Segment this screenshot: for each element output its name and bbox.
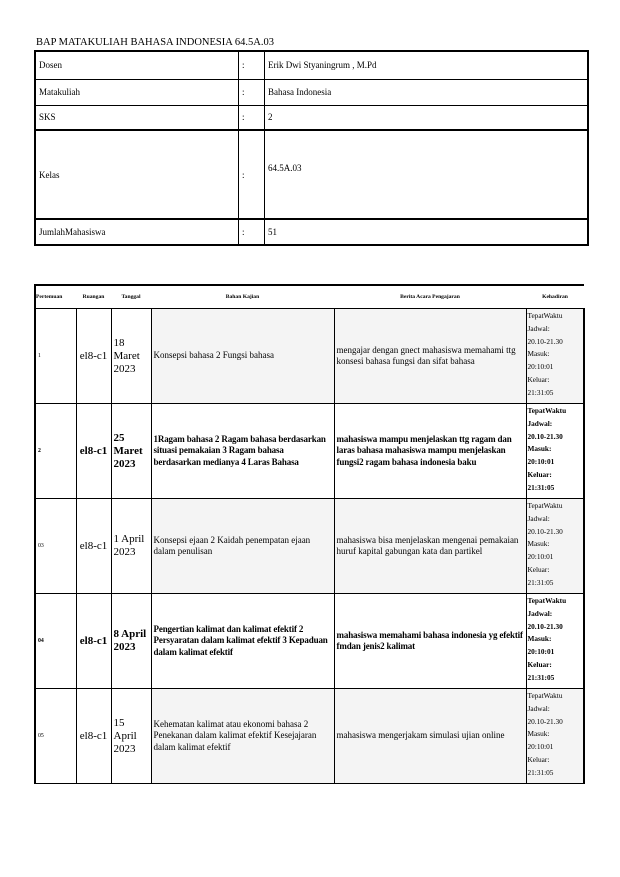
attendance-line: 20:10:01 xyxy=(527,647,555,657)
attendance-status: TepatWaktu xyxy=(527,406,567,415)
table-row xyxy=(35,689,584,784)
session-number: 1 xyxy=(35,309,76,404)
info-separator: : xyxy=(239,105,265,130)
attendance-line: 21:31:05 xyxy=(527,672,555,682)
room-cell: el8-c1 xyxy=(76,499,111,594)
document-title: BAP MATAKULIAH BAHASA INDONESIA 64.5A.03 xyxy=(36,37,274,48)
info-label: SKS xyxy=(35,105,239,130)
date-cell: 25 Maret 2023 xyxy=(111,404,151,499)
attendance-line: Keluar: xyxy=(527,374,550,384)
info-row-credits xyxy=(35,105,588,130)
attendance-line: 20:10:01 xyxy=(527,362,554,372)
attendance-cell xyxy=(526,404,584,499)
date-cell: 18 Maret 2023 xyxy=(111,309,151,404)
attendance-line: Jadwal: xyxy=(527,513,550,523)
table-row xyxy=(35,594,584,689)
info-label: Kelas xyxy=(35,130,239,219)
attendance-line: 21:31:05 xyxy=(527,767,554,777)
course-info-table xyxy=(34,50,589,246)
info-row-lecturer xyxy=(35,51,588,79)
room-cell: el8-c1 xyxy=(76,594,111,689)
date-cell: 1 April 2023 xyxy=(111,499,151,594)
attendance-line: 20.10-21.30 xyxy=(527,526,563,536)
attendance-line: Jadwal: xyxy=(527,703,550,713)
attendance-line: 20:10:01 xyxy=(527,457,555,467)
attendance-line: Jadwal: xyxy=(527,608,553,618)
attendance-line: 21:31:05 xyxy=(527,482,555,492)
attendance-status: TepatWaktu xyxy=(527,311,563,320)
topic-cell: Konsepsi bahasa 2 Fungsi bahasa xyxy=(151,309,334,404)
attendance-line: Keluar: xyxy=(527,659,552,669)
attendance-line: 20.10-21.30 xyxy=(527,716,563,726)
info-separator: : xyxy=(239,219,265,245)
attendance-line: 20.10-21.30 xyxy=(527,621,563,631)
attendance-cell xyxy=(526,499,584,594)
info-separator: : xyxy=(239,130,265,219)
info-separator: : xyxy=(239,79,265,105)
attendance-cell xyxy=(526,594,584,689)
info-label: JumlahMahasiswa xyxy=(35,219,239,245)
attendance-line: Masuk: xyxy=(527,349,550,359)
info-value: 64.5A.03 xyxy=(265,130,589,219)
report-cell: mengajar dengan gnect mahasiswa memahami ttg konsesi bahasa fungsi dan sifat bahasa xyxy=(334,309,526,404)
session-number: 2 xyxy=(35,404,76,499)
header-topic: Bahan Kajian xyxy=(151,285,334,309)
attendance-line: Masuk: xyxy=(527,444,552,454)
header-report: Berita Acara Pengajaran xyxy=(334,285,526,309)
attendance-line: 20:10:01 xyxy=(527,552,554,562)
info-value: 2 xyxy=(265,105,589,130)
info-label: Dosen xyxy=(35,51,239,79)
session-number: 04 xyxy=(35,594,76,689)
attendance-status: TepatWaktu xyxy=(527,691,563,700)
topic-cell: Kehematan kalimat atau ekonomi bahasa 2 Penekanan dalam kalimat efektif Kesejajaran dalam kalimat efektif xyxy=(151,689,334,784)
attendance-line: Masuk: xyxy=(527,634,552,644)
room-cell: el8-c1 xyxy=(76,689,111,784)
topic-cell: 1Ragam bahasa 2 Ragam bahasa berdasarkan situasi pemakaian 3 Ragam bahasa berdasarkan medianya 4 Laras Bahasa xyxy=(151,404,334,499)
info-row-course xyxy=(35,79,588,105)
attendance-line: 21:31:05 xyxy=(527,577,554,587)
report-cell: mahasiswa mampu menjelaskan ttg ragam dan laras bahasa mahasiswa mampu menjelaskan fungsi2 ragam bahasa indonesia baku xyxy=(334,404,526,499)
header-session: Pertemuan xyxy=(35,285,76,309)
attendance-status: TepatWaktu xyxy=(527,596,567,605)
table-row xyxy=(35,499,584,594)
table-header-row xyxy=(35,285,584,309)
report-cell: mahasiswa mengerjakam simulasi ujian online xyxy=(334,689,526,784)
attendance-line: 20.10-21.30 xyxy=(527,431,563,441)
info-separator: : xyxy=(239,51,265,79)
date-cell: 8 April 2023 xyxy=(111,594,151,689)
attendance-line: Jadwal: xyxy=(527,323,550,333)
room-cell: el8-c1 xyxy=(76,309,111,404)
attendance-line: Masuk: xyxy=(527,539,550,549)
header-attendance: Kehadiran xyxy=(526,285,584,309)
attendance-line: Keluar: xyxy=(527,754,550,764)
attendance-table xyxy=(34,284,585,784)
attendance-line: 20.10-21.30 xyxy=(527,336,563,346)
info-value: 51 xyxy=(265,219,589,245)
attendance-line: Keluar: xyxy=(527,564,550,574)
report-cell: mahasiswa bisa menjelaskan mengenai pemakaian huruf kapital gabungan kata dan partikel xyxy=(334,499,526,594)
table-row xyxy=(35,309,584,404)
attendance-line: 21:31:05 xyxy=(527,387,554,397)
info-row-students xyxy=(35,219,588,245)
table-row xyxy=(35,404,584,499)
report-cell: mahasiswa memahami bahasa indonesia yg efektif fmdan jenis2 kalimat xyxy=(334,594,526,689)
topic-cell: Pengertian kalimat dan kalimat efektif 2 Persyaratan dalam kalimat efektif 3 Kepaduan dalam kalimat efektif xyxy=(151,594,334,689)
attendance-status: TepatWaktu xyxy=(527,501,563,510)
room-cell: el8-c1 xyxy=(76,404,111,499)
attendance-line: Keluar: xyxy=(527,469,552,479)
info-row-class xyxy=(35,130,588,219)
attendance-line: 20:10:01 xyxy=(527,742,554,752)
attendance-cell xyxy=(526,309,584,404)
info-label: Matakuliah xyxy=(35,79,239,105)
session-number: 03 xyxy=(35,499,76,594)
info-value: Erik Dwi Styaningrum , M.Pd xyxy=(265,51,589,79)
attendance-line: Masuk: xyxy=(527,729,550,739)
header-date: Tanggal xyxy=(111,285,151,309)
date-cell: 15 April 2023 xyxy=(111,689,151,784)
attendance-line: Jadwal: xyxy=(527,418,553,428)
topic-cell: Konsepsi ejaan 2 Kaidah penempatan ejaan dalam penulisan xyxy=(151,499,334,594)
info-value: Bahasa Indonesia xyxy=(265,79,589,105)
attendance-cell xyxy=(526,689,584,784)
session-number: 05 xyxy=(35,689,76,784)
header-room: Ruangan xyxy=(76,285,111,309)
